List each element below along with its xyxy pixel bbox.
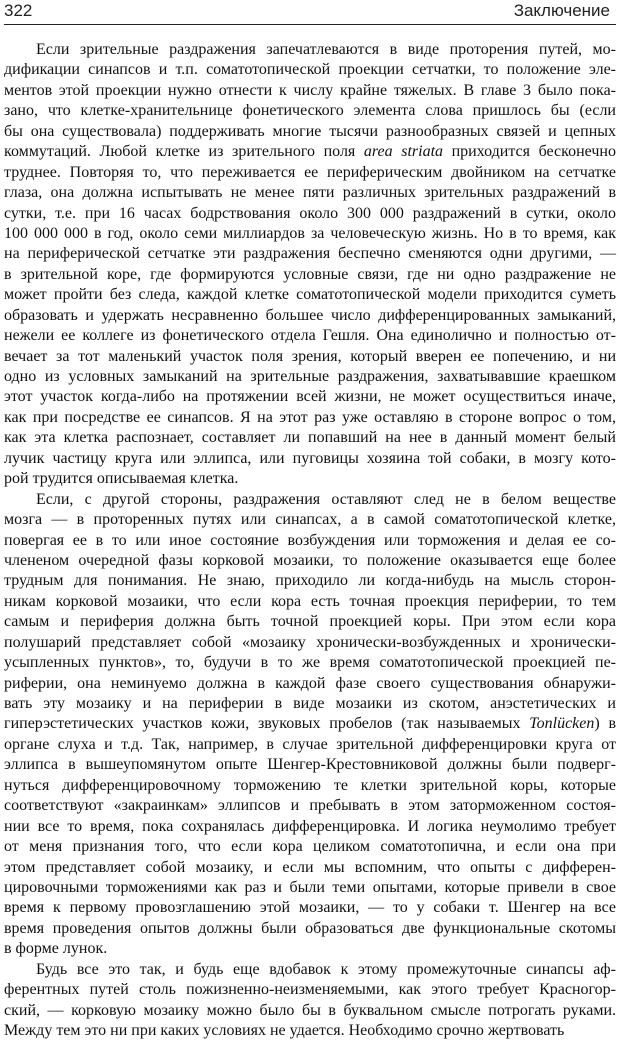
text-line: вечает за тот маленький участок поля зрения, который вверен ее попечению, и ни: [4, 347, 616, 365]
text-line: бы она существовала) поддерживать многие тысячи разнообразных связей и цепных: [4, 122, 616, 140]
italic-term: area striata: [363, 143, 444, 161]
text-line: одно из условных замыканий на зрительные раздражения, захватывавшие краешком: [4, 368, 616, 385]
paragraph: [4, 490, 616, 960]
text-line: вать эту мозаику и на периферии в виде мозаики из скотом, анэстетических и: [4, 695, 616, 712]
paragraph: [4, 40, 616, 490]
body-text: [4, 40, 616, 1041]
text-line: нии все то время, пока сохранялась дифференцировка. И логика неумолимо требует: [4, 817, 616, 835]
text-line: образовать и удержать несравненно большее число дифференцированных замыканий,: [4, 306, 616, 324]
text-line: соответствуют «закраинкам» эллипсов и пребывать в этом заторможенном состоя-: [4, 797, 616, 815]
text-line: в зрительной коре, где формируются условные связи, где ни одно раздражение не: [4, 265, 616, 283]
text-line: как эта клетка распознает, составляет ли попавший на нее в данный момент белый: [4, 429, 616, 447]
text-line: время проведения опытов должны были образоваться две функциональные скотомы: [4, 919, 616, 937]
text-line: сутки, т.е. при 16 часах бодрствования около 300 000 раздражений в сутки, около: [4, 204, 616, 222]
text-line: время к первому провозглашению этой мозаики, — то у собаки т. Шенгер на все: [4, 899, 616, 917]
text-line: Если, с другой стороны, раздражения оставляют след не в белом веществе: [36, 490, 616, 508]
text-line: может пройти без следа, каждой клетке соматотопической модели приходится суметь: [4, 286, 616, 304]
text-line: самым и периферия должна быть точной проекцией коры. При этом если кора: [4, 613, 616, 631]
text-line: этот участок когда-либо на протяжении всей жизни, не может осуществиться иначе,: [4, 388, 616, 406]
text-line: 100 000 000 в год, около семи миллиардов за человеческую жизнь. Но в то время, как: [4, 224, 616, 242]
text-line: мозга — в проторенных путях или синапсах, а в самой соматотопической клетке,: [4, 511, 616, 529]
text-line: труднее. Повторяя то, что переживается ее периферическим двойником на сетчатке: [4, 163, 616, 181]
text-line: риферии, она неминуемо должна в каждой фазе своего существования обнаружи-: [4, 674, 616, 692]
text-line: трудным для понимания. Не знаю, приходило ли когда-нибудь на мысль сторон-: [4, 572, 616, 590]
italic-term: Tonlücken: [529, 715, 595, 733]
paragraph: [4, 960, 616, 1041]
text-line: дификации синапсов и т.п. соматотопической проекции сетчатки, то положение эле-: [4, 61, 616, 79]
text-line: цировочными торможениями как раз и были теми опытами, которые привели в свое: [4, 878, 616, 896]
text-line: органе слуха и т.д. Так, например, в случае зрительной дифференцировки круга от: [4, 735, 616, 753]
text-line: члененом очередной фазы корковой мозаики, то положение оказывается еще более: [4, 551, 616, 569]
text-line: гиперэстетических участков кожи, звуковых пробелов (так называемых Tonlücken) в: [4, 715, 616, 733]
text-line: повергая ее в то или иное состояние возбуждения или торможения и делая ее со-: [4, 531, 616, 549]
text-line: нуться дифференцировочному торможению те клетки зрительной коры, которые: [4, 776, 616, 794]
text-line: ментов этой проекции нужно отнести к числу крайне тяжелых. В главе 3 было пока-: [4, 81, 616, 99]
text-line: на периферической сетчатке эти раздражения беспечно сменяются одни другими, —: [4, 245, 616, 263]
text-line: никам корковой мозаики, что если кора есть точная проекция периферии, то тем: [4, 592, 616, 610]
text-line: в форме лунок.: [4, 940, 108, 958]
text-line: как при посредстве ее синапсов. Я на этот раз уже оставляю в стороне вопрос о том,: [4, 408, 616, 426]
text-line: усыпленных пунктов», то, будучи в то же время соматотопической проекцией пе-: [4, 654, 616, 672]
text-line: этом представляет собой мозаику, и если мы вспомним, что опыты с дифферен-: [4, 858, 616, 876]
text-line: зано, что клетке-хранительнице фонетического элемента слова пришлось бы (если: [4, 102, 616, 120]
running-head: Заключение: [513, 1, 610, 20]
text-line: Между тем это ни при каких условиях не удается. Необходимо срочно жертвовать: [4, 1022, 565, 1039]
text-line: эллипса в вышеупомянутом опыте Шенгер-Крестовниковой должны были подверг-: [4, 756, 616, 774]
text-line: полушарий представляет собой «мозаику хронически-возбужденных и хронически-: [4, 633, 616, 651]
text-line: ский, — корковую мозаику можно было бы в буквальном смысле потрогать руками.: [4, 1001, 616, 1019]
text-line: Будь все это так, и будь еще вдобавок к этому промежуточные синапсы аф-: [36, 960, 616, 978]
text-line: глаза, она должна испытывать не менее пяти различных зрительных раздражений в: [4, 184, 616, 202]
text-line: нежели ее коллеге из фонетического отдела Гешля. Она единолично и полностью от-: [4, 327, 616, 345]
text-line: Если зрительные раздражения запечатлеваются в виде проторения путей, мо-: [36, 41, 616, 58]
text-line: лучик частицу круга или эллипса, или пуговицы хозяина той собаки, в мозгу кото-: [4, 449, 616, 467]
page-number: 322: [4, 1, 33, 20]
text-line: рой трудится описываемая клетка.: [4, 470, 239, 488]
page-header: [4, 0, 616, 25]
text-line: от меня признания того, что если кора целиком соматотопична, и если она при: [4, 838, 616, 856]
text-line: ферентных путей столь пожизненно-неизменяемыми, как этого требует Красногор-: [4, 981, 616, 999]
text-line: коммутаций. Любой клетке из зрительного поля area striata приходится бесконечно: [4, 143, 616, 161]
